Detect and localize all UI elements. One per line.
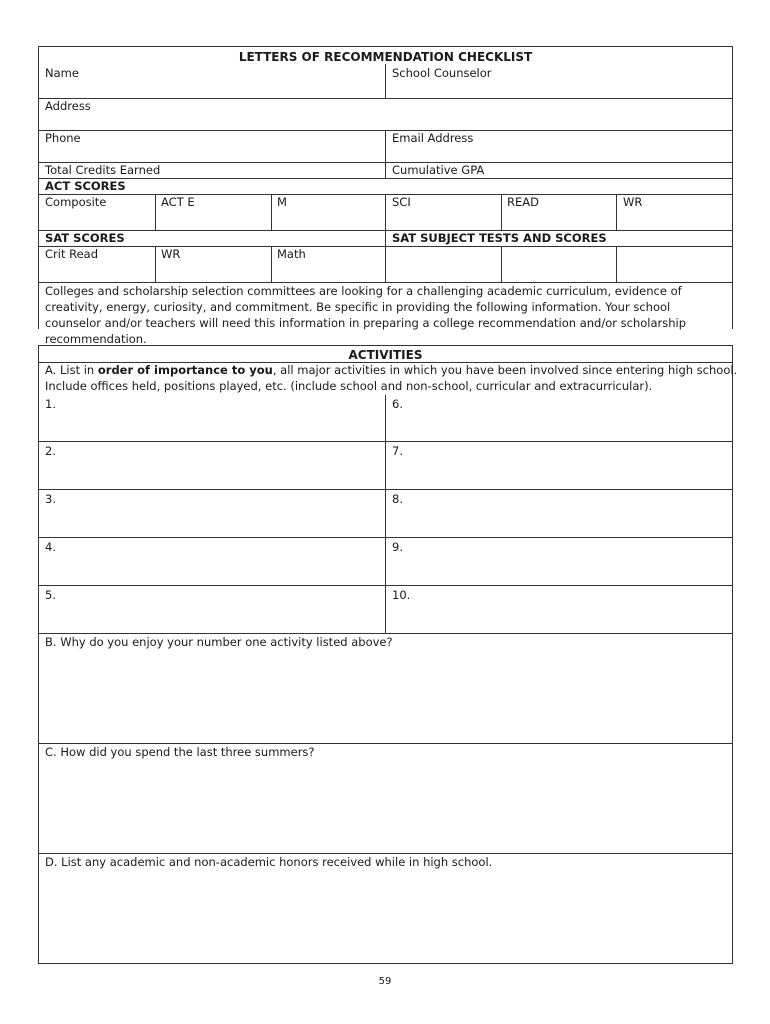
row-divider bbox=[39, 178, 732, 179]
activity-field-10[interactable] bbox=[386, 585, 732, 633]
activity-field-2[interactable] bbox=[39, 441, 385, 489]
sat-writing-field[interactable] bbox=[156, 246, 271, 282]
activity-field-4[interactable] bbox=[39, 537, 385, 585]
sat-subject-field-2[interactable] bbox=[502, 246, 616, 282]
question-b: B. Why do you enjoy your number one activity listed above? bbox=[45, 635, 393, 649]
activity-number: 10. bbox=[392, 588, 411, 602]
student-info-form bbox=[38, 46, 733, 346]
sat-crit-read-label: Crit Read bbox=[45, 247, 99, 261]
gpa-field[interactable] bbox=[386, 162, 732, 178]
question-d-answer[interactable] bbox=[39, 871, 732, 963]
act-english-label: ACT E bbox=[161, 195, 195, 209]
address-field[interactable] bbox=[39, 98, 732, 130]
act-writing-field[interactable] bbox=[617, 194, 732, 230]
act-writing-label: WR bbox=[623, 195, 643, 209]
question-d: D. List any academic and non-academic honors received while in high school. bbox=[45, 855, 493, 869]
activities-instruction-a-line2: Include offices held, positions played, etc. (include school and non-school, curricular and extracurricular). bbox=[45, 379, 653, 393]
sat-math-label: Math bbox=[277, 247, 306, 261]
sat-subject-heading: SAT SUBJECT TESTS AND SCORES bbox=[392, 231, 607, 245]
activity-field-5[interactable] bbox=[39, 585, 385, 633]
act-reading-label: READ bbox=[507, 195, 539, 209]
activity-number: 2. bbox=[45, 444, 56, 458]
question-b-answer[interactable] bbox=[39, 651, 732, 743]
activity-number: 9. bbox=[392, 540, 403, 554]
school-counselor-field[interactable] bbox=[386, 64, 732, 98]
act-composite-field[interactable] bbox=[39, 194, 155, 230]
phone-field[interactable] bbox=[39, 130, 385, 162]
activity-number: 1. bbox=[45, 397, 56, 411]
instruction-emphasis: order of importance to you bbox=[97, 363, 273, 377]
activities-section bbox=[38, 345, 738, 964]
act-english-field[interactable] bbox=[156, 194, 271, 230]
act-math-label: M bbox=[277, 195, 287, 209]
row-divider bbox=[39, 633, 732, 634]
form-title: LETTERS OF RECOMMENDATION CHECKLIST bbox=[238, 50, 533, 64]
row-divider bbox=[39, 743, 732, 744]
activity-number: 3. bbox=[45, 492, 56, 506]
activity-field-7[interactable] bbox=[386, 441, 732, 489]
divider bbox=[385, 230, 386, 246]
instruction-prefix: A. List in bbox=[45, 363, 98, 377]
activity-field-3[interactable] bbox=[39, 489, 385, 537]
instruction-rest: , all major activities in which you have been involved since entering high school. bbox=[272, 363, 738, 377]
activities-instruction-a bbox=[45, 363, 737, 377]
activity-field-6[interactable] bbox=[386, 395, 732, 441]
email-label: Email Address bbox=[392, 131, 474, 145]
act-math-field[interactable] bbox=[272, 194, 385, 230]
total-credits-field[interactable] bbox=[39, 162, 385, 178]
page-number: 59 bbox=[378, 976, 392, 987]
question-c-answer[interactable] bbox=[39, 761, 732, 853]
email-field[interactable] bbox=[386, 130, 732, 162]
total-credits-label: Total Credits Earned bbox=[45, 163, 161, 177]
sat-writing-label: WR bbox=[161, 247, 181, 261]
act-science-label: SCI bbox=[392, 195, 411, 209]
sat-subject-field-1[interactable] bbox=[386, 246, 501, 282]
activity-number: 4. bbox=[45, 540, 56, 554]
act-composite-label: Composite bbox=[45, 195, 107, 209]
gpa-label: Cumulative GPA bbox=[392, 163, 485, 177]
act-science-field[interactable] bbox=[386, 194, 501, 230]
phone-label: Phone bbox=[45, 131, 81, 145]
activity-field-9[interactable] bbox=[386, 537, 732, 585]
row-divider bbox=[39, 853, 732, 854]
sat-math-field[interactable] bbox=[272, 246, 385, 282]
act-scores-heading: ACT SCORES bbox=[45, 179, 126, 193]
activity-number: 8. bbox=[392, 492, 403, 506]
activity-number: 6. bbox=[392, 397, 403, 411]
question-c: C. How did you spend the last three summers? bbox=[45, 745, 315, 759]
activity-number: 7. bbox=[392, 444, 403, 458]
school-counselor-label: School Counselor bbox=[392, 66, 492, 80]
intro-paragraph: Colleges and scholarship selection committees are looking for a challenging academic curriculum, evidence of creativity, energy, curiosity, and commitment. Be specific in providing the following information. Your school counselor and/or teachers will need this information in preparing a college recommendation and/or scholarship recommendation. bbox=[45, 284, 687, 346]
activities-heading: ACTIVITIES bbox=[348, 348, 423, 362]
name-field[interactable] bbox=[39, 64, 385, 98]
activity-number: 5. bbox=[45, 588, 56, 602]
name-label: Name bbox=[45, 66, 79, 80]
sat-crit-read-field[interactable] bbox=[39, 246, 155, 282]
act-reading-field[interactable] bbox=[502, 194, 616, 230]
sat-scores-heading: SAT SCORES bbox=[45, 231, 125, 245]
activity-field-1[interactable] bbox=[39, 395, 385, 441]
address-label: Address bbox=[45, 99, 91, 113]
activity-field-8[interactable] bbox=[386, 489, 732, 537]
sat-subject-field-3[interactable] bbox=[617, 246, 732, 282]
